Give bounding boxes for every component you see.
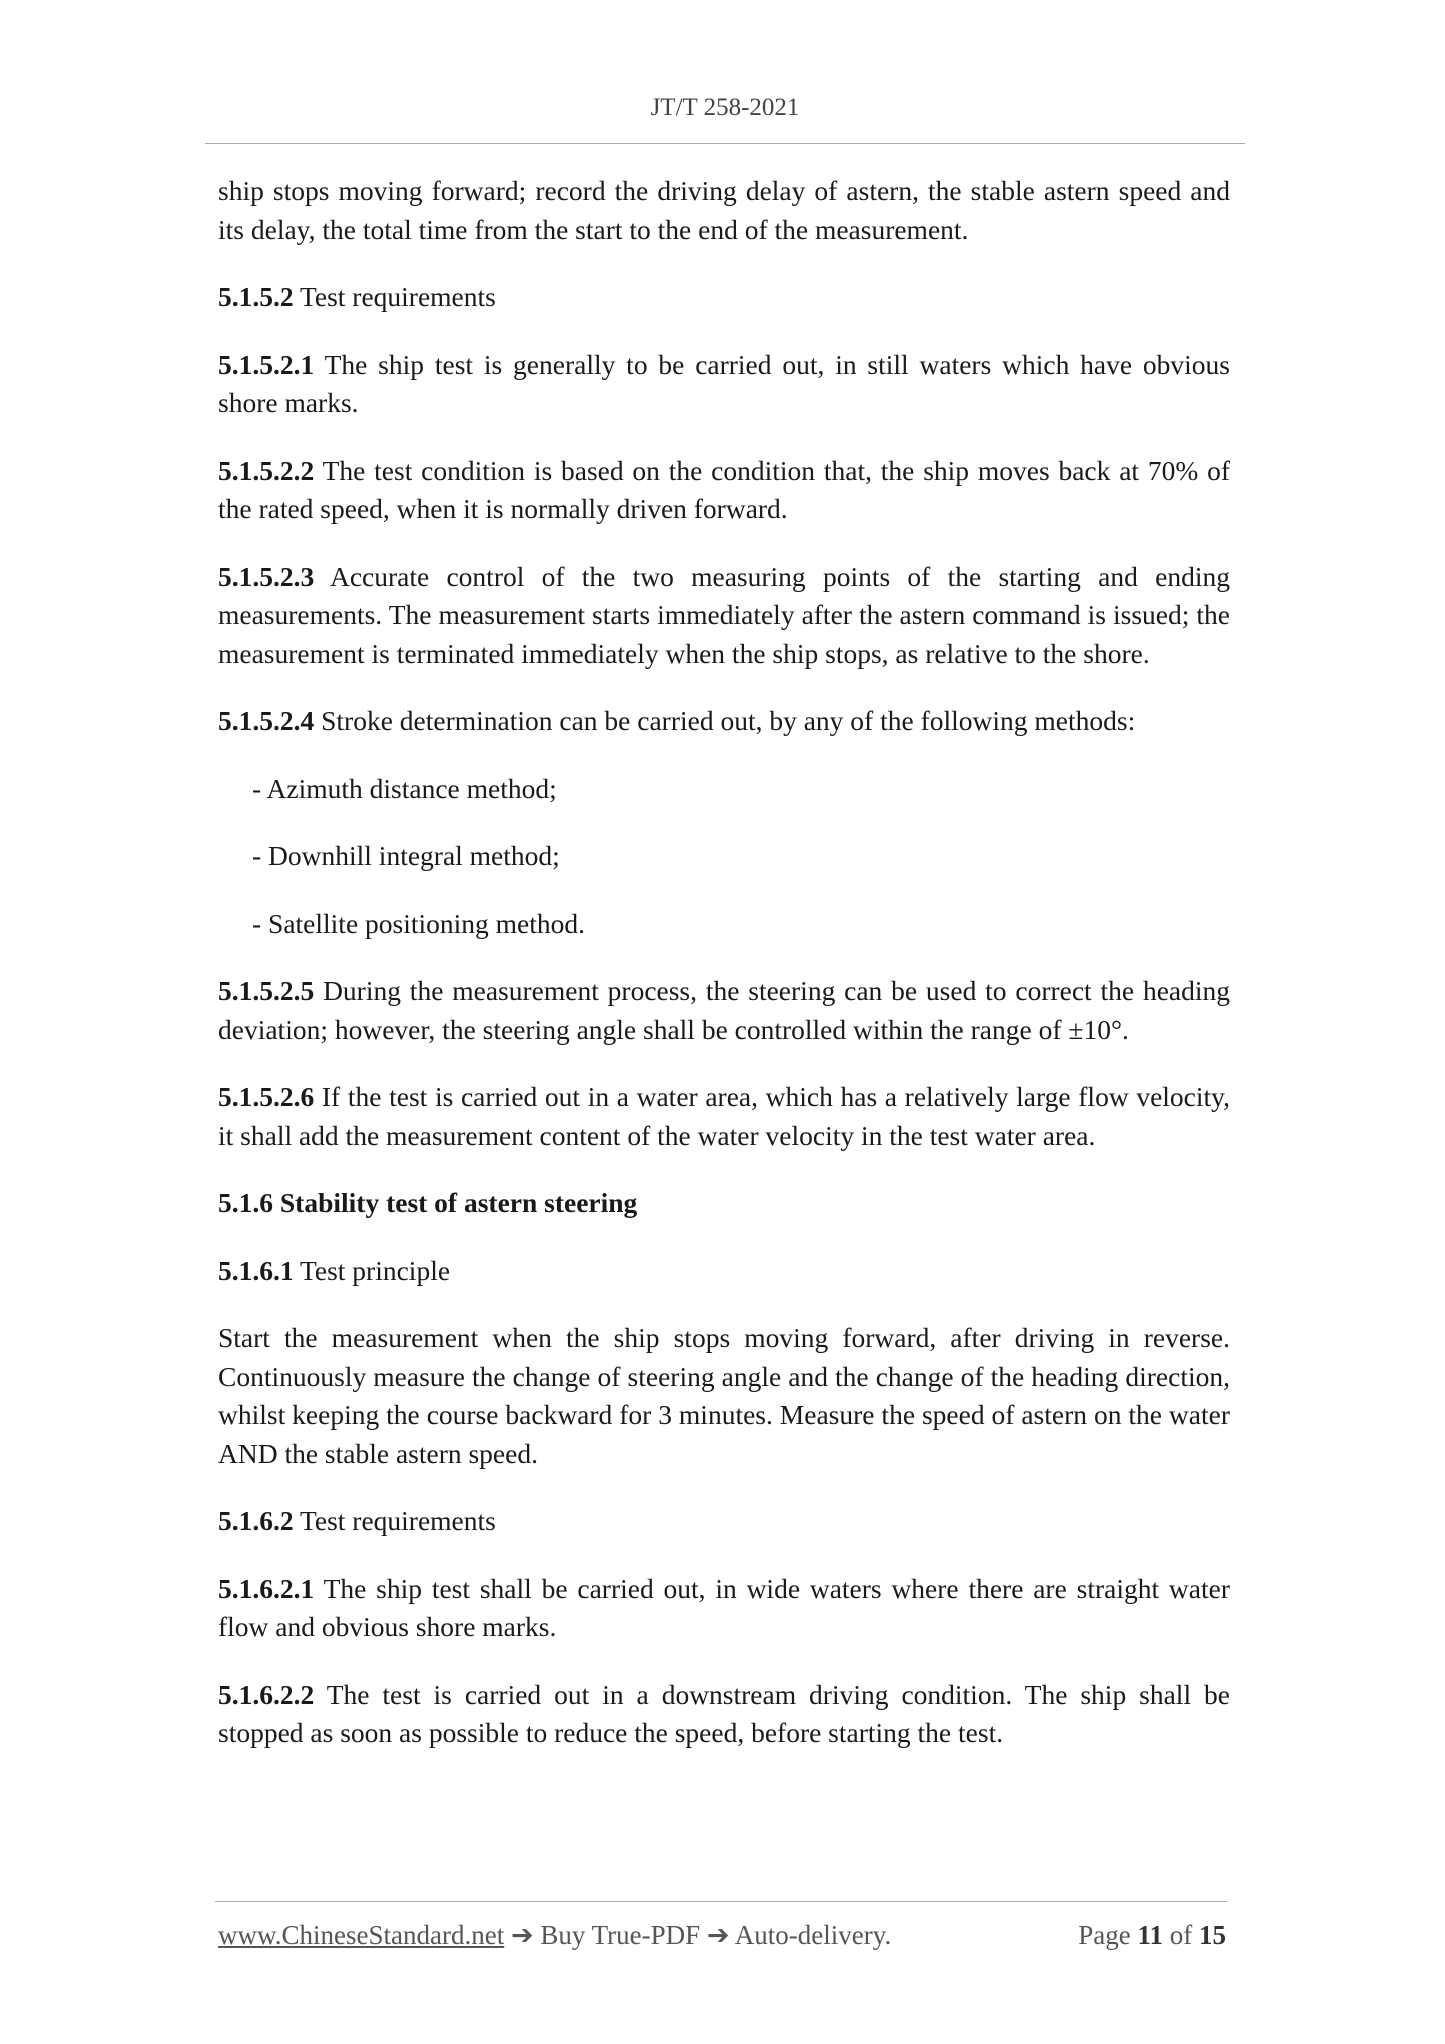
paragraph: Start the measurement when the ship stops moving forward, after driving in reverse. Continuously measure the change of steering angle and the change of the heading direction, whilst keeping the course backward for 3 minutes. Measure the speed of astern on the water AND the stable astern speed. bbox=[218, 1322, 1230, 1469]
document-body bbox=[218, 172, 1230, 1782]
clause-5-1-6-1 bbox=[218, 1252, 1230, 1291]
clause-text: If the test is carried out in a water area, which has a relatively large flow velocity, it shall add the measurement content of the water velocity in the test water area. bbox=[218, 1081, 1230, 1151]
clause-5-1-6-2-1 bbox=[218, 1570, 1230, 1647]
clause-5-1-5-2-1 bbox=[218, 346, 1230, 423]
clause-5-1-6-2-2 bbox=[218, 1676, 1230, 1753]
list-item: - Downhill integral method; bbox=[252, 840, 560, 871]
clause-number: 5.1.5.2.4 bbox=[218, 705, 315, 736]
current-page: 11 bbox=[1137, 1920, 1163, 1950]
clause-text: Accurate control of the two measuring points of the starting and ending measurements. The measurement starts immediately after the astern command is issued; the measurement is terminated immediately when the ship stops, as relative to the shore. bbox=[218, 560, 1230, 669]
page-footer bbox=[218, 1920, 1226, 1951]
header-divider bbox=[205, 143, 1245, 144]
clause-text: The ship test is generally to be carried out, in still waters which have obvious shore marks. bbox=[218, 348, 1230, 418]
clause-number: 5.1.5.2.2 bbox=[218, 454, 315, 486]
clause-text: The test condition is based on the condition that, the ship moves back at 70% of the rated speed, when it is normally driven forward. bbox=[218, 454, 1230, 524]
list-item: - Satellite positioning method. bbox=[252, 907, 586, 939]
clause-5-1-5-2-3 bbox=[218, 558, 1230, 674]
delivery-text: Auto-delivery. bbox=[734, 1920, 892, 1950]
clause-number: 5.1.5.2.1 bbox=[218, 348, 315, 380]
page-number: Page 11 of 15 bbox=[1078, 1920, 1226, 1950]
footer-divider bbox=[215, 1901, 1227, 1902]
clause-text: The test is carried out in a downstream driving condition. The ship shall be stopped as soon as possible to reduce the speed, before starting the test. bbox=[218, 1678, 1230, 1748]
clause-5-1-5-2-4 bbox=[218, 702, 1230, 741]
clause-number: 5.1.5.2 bbox=[218, 281, 294, 312]
website-link[interactable]: www.ChineseStandard.net bbox=[218, 1920, 505, 1950]
clause-5-1-5-2-6 bbox=[218, 1078, 1230, 1155]
clause-number: 5.1.5.2.5 bbox=[218, 975, 315, 1006]
clause-text: During the measurement process, the steering can be used to correct the heading deviation; however, the steering angle shall be controlled within the range of ±10°. bbox=[218, 975, 1230, 1045]
arrow-icon: ➔ bbox=[706, 1920, 730, 1950]
clause-number: 5.1.6.1 bbox=[218, 1254, 294, 1286]
total-pages: 15 bbox=[1199, 1920, 1226, 1950]
clause-number: 5.1.6.2.2 bbox=[218, 1678, 315, 1710]
clause-number: 5.1.5.2.6 bbox=[218, 1081, 315, 1112]
footer-promo bbox=[218, 1920, 891, 1951]
clause-text: Test principle bbox=[293, 1254, 451, 1286]
paragraph: ship stops moving forward; record the driving delay of astern, the stable astern speed and its delay, the total time from the start to the end of the measurement. bbox=[218, 175, 1230, 245]
clause-5-1-5-2-2 bbox=[218, 452, 1230, 529]
clause-5-1-5-2-5 bbox=[218, 972, 1230, 1049]
clause-number: 5.1.6.2 bbox=[218, 1505, 294, 1536]
clause-text: The ship test shall be carried out, in wide waters where there are straight water flow and obvious shore marks. bbox=[218, 1572, 1230, 1642]
clause-number: 5.1.5.2.3 bbox=[218, 560, 315, 592]
list-item: - Azimuth distance method; bbox=[252, 772, 557, 804]
section-heading: 5.1.6 Stability test of astern steering bbox=[218, 1187, 638, 1218]
clause-text: Stroke determination can be carried out, by any of the following methods: bbox=[314, 705, 1136, 736]
clause-5-1-5-2 bbox=[218, 278, 1230, 317]
clause-5-1-6-2 bbox=[218, 1502, 1230, 1541]
clause-text: Test requirements bbox=[293, 281, 496, 312]
clause-text: Test requirements bbox=[293, 1505, 496, 1536]
clause-number: 5.1.6.2.1 bbox=[218, 1572, 315, 1604]
arrow-icon: ➔ bbox=[510, 1920, 534, 1950]
page-header: JT/T 258-2021 bbox=[650, 94, 800, 121]
buy-text: Buy True-PDF bbox=[540, 1920, 701, 1950]
